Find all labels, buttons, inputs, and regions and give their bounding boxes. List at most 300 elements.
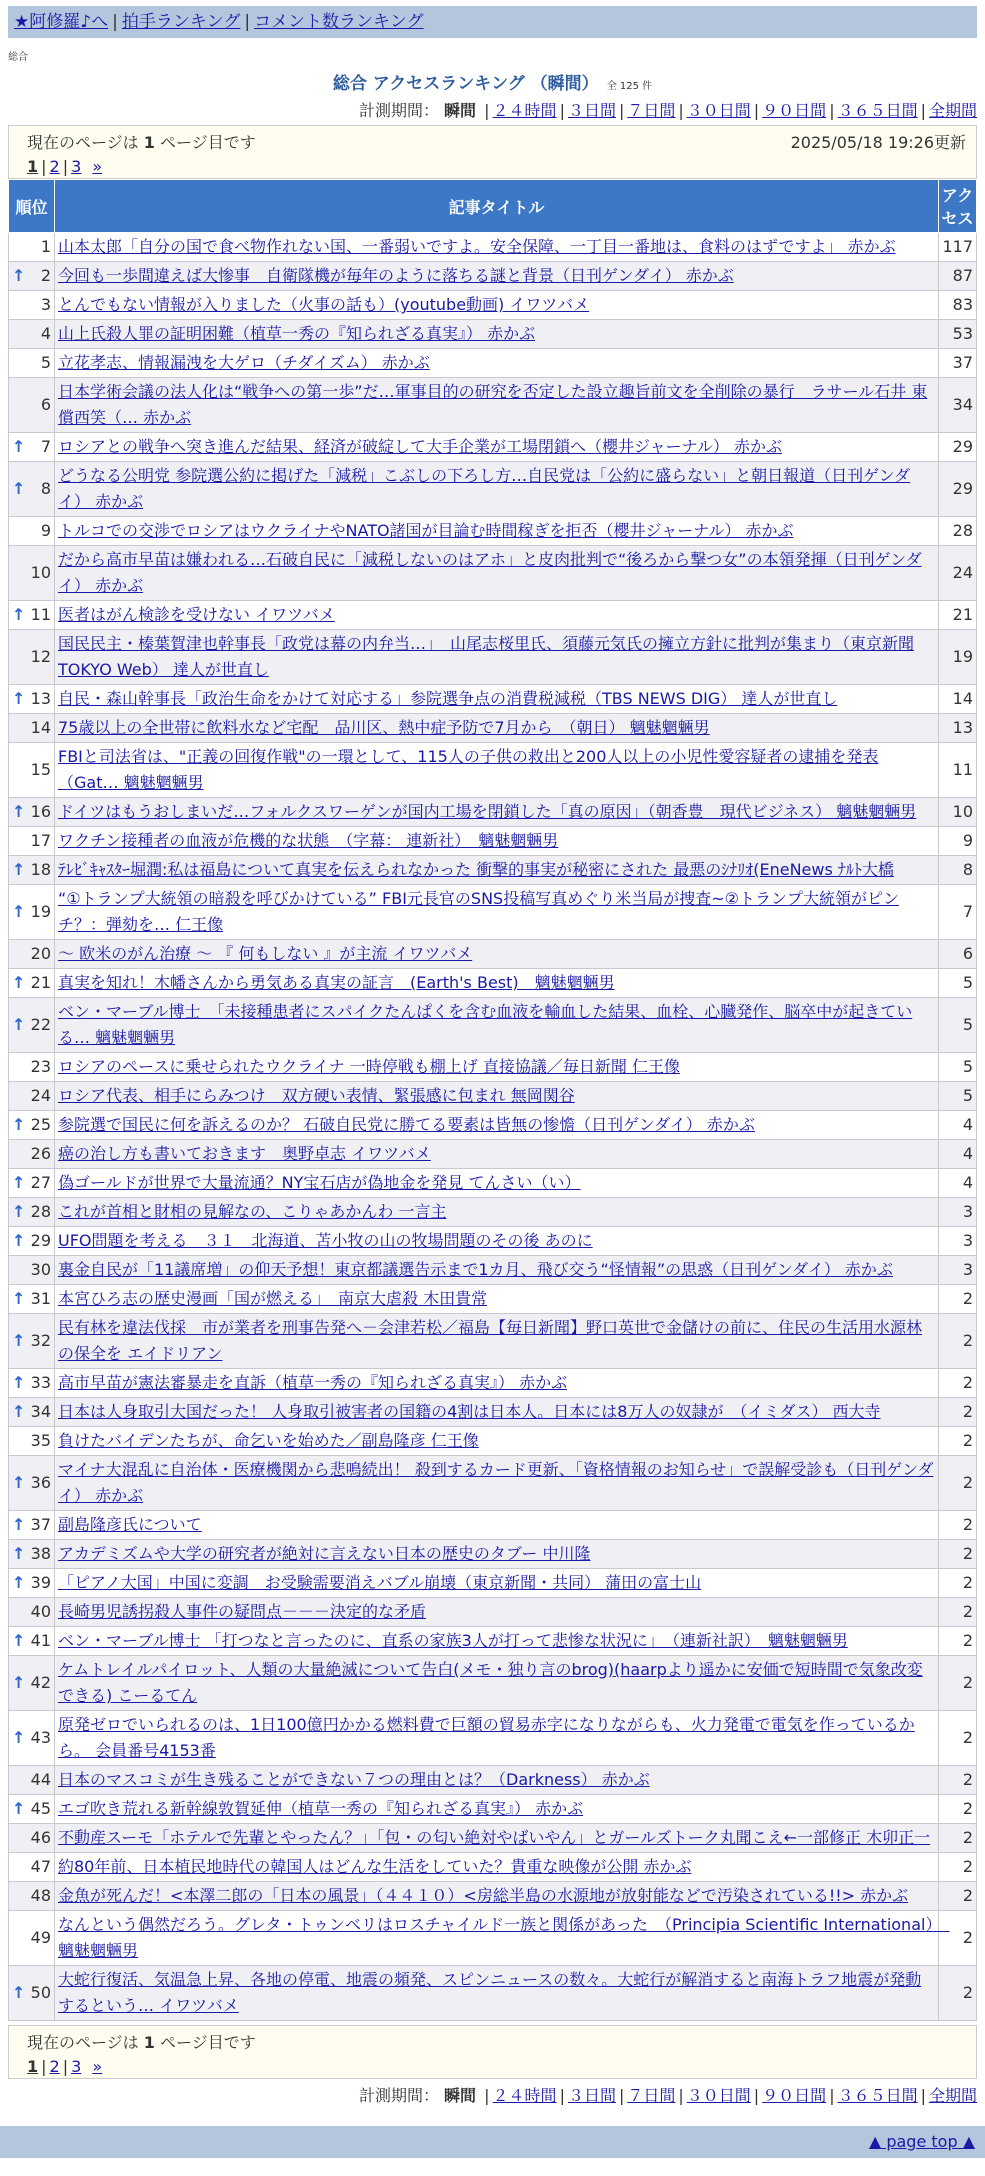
- page-status: 現在のページは 1 ページ目です: [27, 133, 256, 152]
- article-link[interactable]: 不動産スーモ「ホテルで先輩とやったん？」「包・の匂い絶対やばいやん」とガールズトーク丸聞こえ←一部修正 木卯正一: [58, 1828, 931, 1847]
- article-link[interactable]: ドイツはもうおしまいだ…フォルクスワーゲンが国内工場を閉鎖した「真の原因」（朝香豊 現代ビジネス） 魑魅魍魎男: [58, 802, 917, 821]
- rank-number: 13: [30, 689, 51, 708]
- rank-number: 28: [30, 1202, 51, 1221]
- rank-cell: [9, 1111, 55, 1140]
- separator: |: [753, 101, 760, 120]
- title-cell: [55, 1198, 939, 1227]
- access-count: 4: [939, 1169, 977, 1198]
- top-nav-bar: [8, 6, 977, 38]
- title-cell: [55, 827, 939, 856]
- period-selector-bottom: [8, 2083, 977, 2106]
- footer-bar: [0, 2126, 985, 2158]
- article-link[interactable]: マイナ大混乱に自治体・医療機関から悲鳴続出！ 殺到するカード更新、「資格情報のお知らせ」で誤解受診も（日刊ゲンダイ） 赤かぶ: [58, 1460, 934, 1505]
- rank-cell: [9, 1140, 55, 1169]
- title-cell: [55, 1711, 939, 1766]
- rank-cell: [9, 1853, 55, 1882]
- period-link[interactable]: ３６５日間: [837, 101, 918, 120]
- period-current: 瞬間: [444, 101, 477, 120]
- pagination-bottom: 1 | 2 | 3 »: [27, 2057, 103, 2076]
- rank-cell: [9, 378, 55, 433]
- header-rank: 順位: [9, 180, 55, 233]
- article-link[interactable]: どうなる公明党 参院選公約に掲げた「減税」こぶしの下ろし方…自民党は「公約に盛らない」と朝日報道（日刊ゲンダイ） 赤かぶ: [58, 466, 911, 511]
- article-link[interactable]: なんという偶然だろう。グレタ・トゥンベリはロスチャイルド一族と関係があった （Principia Scientific International） 魑魅魍魎男: [58, 1915, 950, 1960]
- title-cell: [55, 517, 939, 546]
- rank-up-arrow-icon: ↑: [12, 1473, 26, 1492]
- title-cell: [55, 1082, 939, 1111]
- separator: |: [678, 101, 684, 120]
- rank-cell: [9, 601, 55, 630]
- title-cell: [55, 885, 939, 940]
- rank-number: 29: [30, 1231, 51, 1250]
- access-count: 2: [939, 1795, 977, 1824]
- article-link[interactable]: “①トランプ大統領の暗殺を呼びかけている” FBI元長官のSNS投稿写真めぐり米当局が捜査~②トランプ大統領がピンチ？：弾劾を… 仁王像: [58, 889, 899, 934]
- article-link[interactable]: ワクチン接種者の血液が危機的な状態 （字幕： 連新社） 魑魅魍魎男: [58, 831, 559, 850]
- separator: |: [559, 101, 565, 120]
- access-count: 2: [939, 1911, 977, 1966]
- title-cell: [55, 940, 939, 969]
- table-row: [9, 1966, 977, 2021]
- table-row: [9, 1285, 977, 1314]
- table-row: [9, 1256, 977, 1285]
- rank-number: 47: [30, 1857, 51, 1876]
- article-link[interactable]: ～ 欧米のがん治療 ～ 『 何もしない 』が主流 イワツバメ: [58, 944, 473, 963]
- article-link[interactable]: とんでもない情報が入りました（火事の話も）(youtube動画) イワツバメ: [58, 295, 590, 314]
- period-link[interactable]: ３０日間: [686, 2086, 751, 2105]
- top-link-comment-ranking[interactable]: コメント数ランキング: [254, 12, 424, 32]
- rank-cell: [9, 1795, 55, 1824]
- article-link[interactable]: ベン・マーブル博士 「打つなと言ったのに、直系の家族3人が打って悲惨な状況に」 （連新社訳） 魑魅魍魎男: [58, 1631, 848, 1650]
- rank-up-arrow-icon: ↑: [12, 689, 26, 708]
- table-row: [9, 546, 977, 601]
- rank-number: 32: [30, 1331, 51, 1350]
- access-count: 3: [939, 1198, 977, 1227]
- rank-cell: [9, 714, 55, 743]
- table-row: [9, 601, 977, 630]
- rank-cell: [9, 685, 55, 714]
- title-cell: [55, 743, 939, 798]
- article-link[interactable]: 裏金自民が「11議席増」の仰天予想！東京都議選告示まで1カ月、飛び交う“怪情報”の思惑（日刊ゲンダイ） 赤かぶ: [58, 1260, 893, 1279]
- top-link-asyura[interactable]: ★阿修羅♪へ: [14, 12, 109, 32]
- rank-up-arrow-icon: ↑: [12, 1331, 26, 1350]
- title-cell: [55, 630, 939, 685]
- article-link[interactable]: ベン・マーブル博士 「未接種患者にスパイクたんぱくを含む血液を輸血した結果、血栓、心臓発作、脳卒中が起きている… 魑魅魍魎男: [58, 1002, 913, 1047]
- separator: |: [753, 2086, 760, 2105]
- rank-up-arrow-icon: ↑: [12, 1202, 26, 1221]
- rank-number: 20: [30, 944, 51, 963]
- access-count: 2: [939, 1427, 977, 1456]
- table-row: [9, 940, 977, 969]
- rank-cell: [9, 349, 55, 378]
- title-cell: [55, 546, 939, 601]
- access-count: 2: [939, 1511, 977, 1540]
- period-link[interactable]: ３日間: [567, 101, 616, 120]
- title-cell: [55, 1511, 939, 1540]
- access-count: 2: [939, 1598, 977, 1627]
- access-count: 5: [939, 1082, 977, 1111]
- rank-cell: [9, 1882, 55, 1911]
- rank-cell: [9, 233, 55, 262]
- title-cell: [55, 1656, 939, 1711]
- article-link[interactable]: 参院選で国民に何を訴えるのか？ 石破自民党に勝てる要素は皆無の惨憺（日刊ゲンダイ） 赤かぶ: [58, 1115, 755, 1134]
- access-count: 2: [939, 1966, 977, 2021]
- article-link[interactable]: ロシアとの戦争へ突き進んだ結果、経済が破綻して大手企業が工場閉鎖へ（櫻井ジャーナル） 赤かぶ: [58, 437, 782, 456]
- access-count: 29: [939, 433, 977, 462]
- rank-number: 2: [40, 266, 51, 285]
- title-cell: [55, 1911, 950, 1966]
- table-row: [9, 856, 977, 885]
- rank-number: 44: [30, 1770, 51, 1789]
- rank-number: 26: [30, 1144, 51, 1163]
- rank-cell: [9, 1627, 55, 1656]
- title-cell: [55, 714, 939, 743]
- access-count: 53: [939, 320, 977, 349]
- article-link[interactable]: 癌の治し方も書いておきます 奥野卓志 イワツバメ: [58, 1144, 431, 1163]
- access-count: 5: [939, 998, 977, 1053]
- table-row: [9, 1882, 977, 1911]
- article-link[interactable]: 民有林を違法伐採 市が業者を刑事告発へ－会津若松／福島【毎日新聞】野口英世で金儲けの前に、住民の生活用水源林の保全を エイドリアン: [58, 1318, 923, 1363]
- title-cell: [55, 1540, 939, 1569]
- access-count: 5: [939, 1053, 977, 1082]
- table-row: [9, 714, 977, 743]
- title-cell: [55, 1966, 939, 2021]
- access-count: 24: [939, 546, 977, 601]
- access-count: 2: [939, 1569, 977, 1598]
- title-cell: [55, 1053, 939, 1082]
- access-count: 117: [939, 233, 977, 262]
- access-count: 2: [939, 1540, 977, 1569]
- article-link[interactable]: FBIと司法省は、"正義の回復作戦"の一環として、115人の子供の救出と200人以上の小児性愛容疑者の逮捕を発表（Gat… 魑魅魍魎男: [58, 747, 879, 792]
- table-row: [9, 349, 977, 378]
- rank-number: 35: [30, 1431, 51, 1450]
- article-link[interactable]: 金魚が死んだ！<本澤二郎の「日本の風景」（４４１０）<房総半島の水源地が放射能などで汚染されている!!> 赤かぶ: [58, 1886, 909, 1905]
- table-row: [9, 1169, 977, 1198]
- title-cell: [55, 1256, 939, 1285]
- rank-cell: [9, 291, 55, 320]
- title-cell: [55, 262, 939, 291]
- title-cell: [55, 1766, 939, 1795]
- article-link[interactable]: 長崎男児誘拐殺人事件の疑問点－－－決定的な矛盾: [58, 1602, 427, 1621]
- rank-number: 49: [30, 1928, 51, 1947]
- access-count: 2: [939, 1285, 977, 1314]
- table-row: [9, 798, 977, 827]
- rank-number: 39: [30, 1573, 51, 1592]
- title-cell: [55, 1369, 939, 1398]
- rank-cell: [9, 1540, 55, 1569]
- article-link[interactable]: 日本は人身取引大国だった！ 人身取引被害者の国籍の4割は日本人。日本には8万人の奴隷が （イミダス） 西大寺: [58, 1402, 881, 1421]
- access-count: 3: [939, 1227, 977, 1256]
- rank-cell: [9, 1511, 55, 1540]
- table-row: [9, 1711, 977, 1766]
- table-row: [9, 1082, 977, 1111]
- title-cell: [55, 1398, 939, 1427]
- pager-page-3[interactable]: 3: [71, 157, 82, 176]
- table-row: [9, 378, 977, 433]
- article-link[interactable]: エゴ吹き荒れる新幹線敦賀延伸（植草一秀の『知られざる真実』） 赤かぶ: [58, 1799, 584, 1818]
- rank-number: 1: [40, 237, 51, 256]
- rank-cell: [9, 1656, 55, 1711]
- access-count: 83: [939, 291, 977, 320]
- rank-number: 36: [30, 1473, 51, 1492]
- access-count: 2: [939, 1656, 977, 1711]
- period-link[interactable]: 全期間: [928, 101, 977, 120]
- table-row: [9, 1227, 977, 1256]
- rank-number: 46: [30, 1828, 51, 1847]
- title-cell: [55, 1627, 939, 1656]
- rank-number: 3: [40, 295, 51, 314]
- article-link[interactable]: 原発ゼロでいられるのは、1日100億円かかる燃料費で巨額の貿易赤字になりながらも、火力発電で電気を作っているから。 会員番号4153番: [58, 1715, 915, 1760]
- access-count: 2: [939, 1853, 977, 1882]
- period-link[interactable]: ７日間: [627, 2086, 676, 2105]
- article-link[interactable]: ﾃﾚﾋﾞｷｬｽﾀｰ堀潤:私は福島について真実を伝えられなかった 衝撃的事実が秘密にされた 最悪のｼﾅﾘｵ(EneNews ﾅﾙﾄ大橋: [58, 860, 894, 879]
- article-link[interactable]: アカデミズムや大学の研究者が絶対に言えない日本の歴史のタブー 中川隆: [58, 1544, 591, 1563]
- rank-number: 21: [30, 973, 51, 992]
- article-link[interactable]: 75歳以上の全世帯に飲料水など宅配 品川区、熱中症予防で7月から （朝日） 魑魅魍魎男: [58, 718, 710, 737]
- separator: |: [244, 12, 251, 32]
- rank-cell: [9, 885, 55, 940]
- rank-cell: [9, 320, 55, 349]
- rank-cell: [9, 856, 55, 885]
- rank-cell: [9, 1427, 55, 1456]
- title-cell: [55, 233, 939, 262]
- rank-cell: [9, 1285, 55, 1314]
- rank-number: 37: [30, 1515, 51, 1534]
- article-link[interactable]: 日本学術会議の法人化は“戦争への第一歩”だ…軍事目的の研究を否定した設立趣旨前文を全削除の暴行 ラサール石井 東償西笑（… 赤かぶ: [58, 382, 928, 427]
- title-cell: [55, 320, 939, 349]
- title-cell: [55, 433, 939, 462]
- pagination-top: 1 | 2 | 3 »: [27, 157, 103, 176]
- rank-cell: [9, 1314, 55, 1369]
- rank-number: 41: [30, 1631, 51, 1650]
- article-link[interactable]: 自民・森山幹事長「政治生命をかけて対応する」参院選争点の消費税減税（TBS NEWS DIG） 達人が世直し: [58, 689, 838, 708]
- separator: |: [559, 2086, 565, 2105]
- title-cell: [55, 1314, 939, 1369]
- rank-cell: [9, 743, 55, 798]
- title-cell: [55, 601, 939, 630]
- article-link[interactable]: 副島隆彦氏について: [58, 1515, 202, 1534]
- article-link[interactable]: 偽ゴールドが世界で大量流通？NY宝石店が偽地金を発見 てんさい（い）: [58, 1173, 581, 1192]
- updated-time: 2025/05/18 19:26更新: [790, 133, 966, 152]
- period-link[interactable]: ２４時間: [492, 101, 557, 120]
- rank-number: 38: [30, 1544, 51, 1563]
- period-link[interactable]: 全期間: [928, 2086, 977, 2105]
- access-count: 2: [939, 1882, 977, 1911]
- table-row: [9, 233, 977, 262]
- separator: |: [484, 101, 490, 120]
- page-title: [8, 69, 977, 94]
- rank-up-arrow-icon: ↑: [12, 605, 26, 624]
- table-row: [9, 433, 977, 462]
- rank-number: 16: [30, 802, 51, 821]
- article-link[interactable]: 今回も一歩間違えば大惨事 自衛隊機が毎年のように落ちる謎と背景（日刊ゲンダイ） 赤かぶ: [58, 266, 734, 285]
- rank-cell: [9, 969, 55, 998]
- article-link[interactable]: トルコでの交渉でロシアはウクライナやNATO諸国が目論む時間稼ぎを拒否（櫻井ジャーナル） 赤かぶ: [58, 521, 794, 540]
- access-count: 6: [939, 940, 977, 969]
- separator: |: [618, 101, 625, 120]
- article-link[interactable]: UFO問題を考える ３１ 北海道、苫小牧の山の牧場問題のその後 あのに: [58, 1231, 593, 1250]
- rank-cell: [9, 1911, 55, 1966]
- rank-number: 24: [30, 1086, 51, 1105]
- pager-next[interactable]: »: [92, 2057, 103, 2076]
- article-link[interactable]: 高市早苗が憲法審暴走を直訴（植草一秀の『知られざる真実』） 赤かぶ: [58, 1373, 568, 1392]
- table-row: [9, 1540, 977, 1569]
- table-row: [9, 1456, 977, 1511]
- article-link[interactable]: 日本のマスコミが生き残ることができない７つの理由とは？（Darkness） 赤かぶ: [58, 1770, 650, 1789]
- genre-label: 総合: [8, 52, 28, 63]
- rank-cell: [9, 1082, 55, 1111]
- rank-number: 34: [30, 1402, 51, 1421]
- rank-cell: [9, 1169, 55, 1198]
- access-count: 10: [939, 798, 977, 827]
- rank-cell: [9, 827, 55, 856]
- table-row: [9, 462, 977, 517]
- pager-page-3[interactable]: 3: [71, 2057, 82, 2076]
- rank-cell: [9, 1198, 55, 1227]
- rank-number: 8: [40, 479, 51, 498]
- title-cell: [55, 1427, 939, 1456]
- rank-number: 30: [30, 1260, 51, 1279]
- rank-up-arrow-icon: ↑: [12, 1173, 26, 1192]
- rank-up-arrow-icon: ↑: [12, 479, 26, 498]
- separator: |: [920, 101, 926, 120]
- title-cell: [55, 969, 939, 998]
- top-link-clap-ranking[interactable]: 拍手ランキング: [121, 12, 241, 32]
- table-row: [9, 998, 977, 1053]
- access-count: 2: [939, 1314, 977, 1369]
- article-link[interactable]: ケムトレイルパイロット、人類の大量絶滅について告白(メモ・独り言のbrog)(haarpより遥かに安価で短時間で気象改変できる) こーるてん: [58, 1660, 923, 1705]
- rank-number: 43: [30, 1728, 51, 1747]
- rank-cell: [9, 1766, 55, 1795]
- title-cell: [55, 1111, 939, 1140]
- page-info-top: [8, 125, 977, 179]
- access-count: 29: [939, 462, 977, 517]
- separator: |: [112, 12, 118, 32]
- table-row: [9, 1853, 977, 1882]
- page-top-link[interactable]: ▲ page top ▲: [868, 2132, 975, 2151]
- rank-cell: [9, 1227, 55, 1256]
- access-count: 19: [939, 630, 977, 685]
- rank-cell: [9, 1598, 55, 1627]
- article-link[interactable]: 負けたバイデンたちが、命乞いを始めた／副島隆彦 仁王像: [58, 1431, 479, 1450]
- title-cell: [55, 856, 939, 885]
- article-link[interactable]: 真実を知れ！木幡さんから勇気ある真実の証言 (Earth's Best) 魑魅魍魎男: [58, 973, 615, 992]
- access-count: 2: [939, 1456, 977, 1511]
- period-link[interactable]: ９０日間: [762, 101, 827, 120]
- article-link[interactable]: 医者はがん検診を受けない イワツバメ: [58, 605, 335, 624]
- rank-cell: [9, 1369, 55, 1398]
- access-count: 2: [939, 1398, 977, 1427]
- article-link[interactable]: ロシアのペースに乗せられたウクライナ 一時停戦も棚上げ 直接協議／毎日新聞 仁王像: [58, 1057, 680, 1076]
- rank-number: 14: [30, 718, 51, 737]
- rank-number: 23: [30, 1057, 51, 1076]
- table-row: [9, 1369, 977, 1398]
- rank-cell: [9, 433, 55, 462]
- access-count: 2: [939, 1824, 977, 1853]
- access-count: 37: [939, 349, 977, 378]
- period-label: 計測期間：: [358, 2086, 439, 2105]
- rank-number: 9: [40, 521, 51, 540]
- article-link[interactable]: 山本太郎「自分の国で食べ物作れない国、一番弱いですよ。安全保障、一丁目一番地は、食料のはずですよ」 赤かぶ: [58, 237, 896, 256]
- period-link[interactable]: ３６５日間: [837, 2086, 918, 2105]
- rank-cell: [9, 940, 55, 969]
- article-link[interactable]: 「ピアノ大国」中国に変調 お受験需要消えバブル崩壊（東京新聞・共同） 蒲田の富士山: [58, 1573, 702, 1592]
- rank-cell: [9, 462, 55, 517]
- pager-page-2[interactable]: 2: [49, 157, 60, 176]
- pager-next[interactable]: »: [92, 157, 103, 176]
- access-count: 14: [939, 685, 977, 714]
- rank-cell: [9, 1966, 55, 2021]
- rank-cell: [9, 998, 55, 1053]
- table-row: [9, 827, 977, 856]
- pager-current: 1: [27, 2057, 39, 2076]
- article-link[interactable]: 立花孝志、情報漏洩を大ゲロ（チダイズム） 赤かぶ: [58, 353, 430, 372]
- article-link[interactable]: 国民民主・榛葉賀津也幹事長「政党は幕の内弁当…」 山尾志桜里氏、須藤元気氏の擁立方針に批判が集まり（東京新聞 TOKYO Web） 達人が世直し: [58, 634, 915, 679]
- rank-cell: [9, 1711, 55, 1766]
- table-row: [9, 685, 977, 714]
- table-row: [9, 1627, 977, 1656]
- access-count: 13: [939, 714, 977, 743]
- table-row: [9, 1795, 977, 1824]
- title-cell: [55, 1227, 939, 1256]
- period-selector-top: [8, 98, 977, 121]
- rank-cell: [9, 546, 55, 601]
- access-count: 9: [939, 827, 977, 856]
- access-count: 5: [939, 969, 977, 998]
- separator: |: [678, 2086, 684, 2105]
- article-link[interactable]: 本宮ひろ志の歴史漫画「国が燃える」 南京大虐殺 木田貴常: [58, 1289, 488, 1308]
- rank-up-arrow-icon: ↑: [12, 1673, 26, 1692]
- table-row: [9, 1766, 977, 1795]
- article-link[interactable]: 約80年前、日本植民地時代の韓国人はどんな生活をしていた？貴重な映像が公開 赤かぶ: [58, 1857, 692, 1876]
- rank-cell: [9, 1456, 55, 1511]
- period-link[interactable]: ３０日間: [686, 101, 751, 120]
- title-cell: [55, 291, 939, 320]
- rank-number: 10: [30, 563, 51, 582]
- period-link[interactable]: ７日間: [627, 101, 676, 120]
- rank-cell: [9, 1256, 55, 1285]
- article-link[interactable]: これが首相と財相の見解なの、こりゃあかんわ 一言主: [58, 1202, 447, 1221]
- article-link[interactable]: ロシア代表、相手にらみつけ 双方硬い表情、緊張感に包まれ 無岡関谷: [58, 1086, 575, 1105]
- table-row: [9, 1569, 977, 1598]
- rank-cell: [9, 262, 55, 291]
- article-link[interactable]: だから高市早苗は嫌われる…石破自民に「減税しないのはアホ」と皮肉批判で“後ろから撃つ女”の本領発揮（日刊ゲンダイ） 赤かぶ: [58, 550, 922, 595]
- title-cell: [55, 685, 939, 714]
- pager-page-2[interactable]: 2: [49, 2057, 60, 2076]
- period-link[interactable]: ２４時間: [492, 2086, 557, 2105]
- rank-up-arrow-icon: ↑: [12, 973, 26, 992]
- access-count: 2: [939, 1766, 977, 1795]
- rank-number: 4: [40, 324, 51, 343]
- period-link[interactable]: ３日間: [567, 2086, 616, 2105]
- separator: |: [484, 2086, 490, 2105]
- access-count: 28: [939, 517, 977, 546]
- header-title: 記事タイトル: [55, 180, 939, 233]
- rank-number: 50: [30, 1983, 51, 2002]
- rank-number: 33: [30, 1373, 51, 1392]
- rank-up-arrow-icon: ↑: [12, 1373, 26, 1392]
- article-link[interactable]: 大蛇行復活、気温急上昇、各地の停電、地震の頻発、スピンニュースの数々。大蛇行が解消すると南海トラフ地震が発動するという… イワツバメ: [58, 1970, 922, 2015]
- title-cell: [55, 1169, 939, 1198]
- access-count: 11: [939, 743, 977, 798]
- table-row: [9, 1111, 977, 1140]
- rank-up-arrow-icon: ↑: [12, 1115, 26, 1134]
- title-cell: [55, 462, 939, 517]
- separator: |: [829, 2086, 835, 2105]
- rank-number: 27: [30, 1173, 51, 1192]
- period-link[interactable]: ９０日間: [762, 2086, 827, 2105]
- table-row: [9, 1511, 977, 1540]
- article-link[interactable]: 山上氏殺人罪の証明困難（植草一秀の『知られざる真実』） 赤かぶ: [58, 324, 536, 343]
- rank-number: 22: [30, 1015, 51, 1034]
